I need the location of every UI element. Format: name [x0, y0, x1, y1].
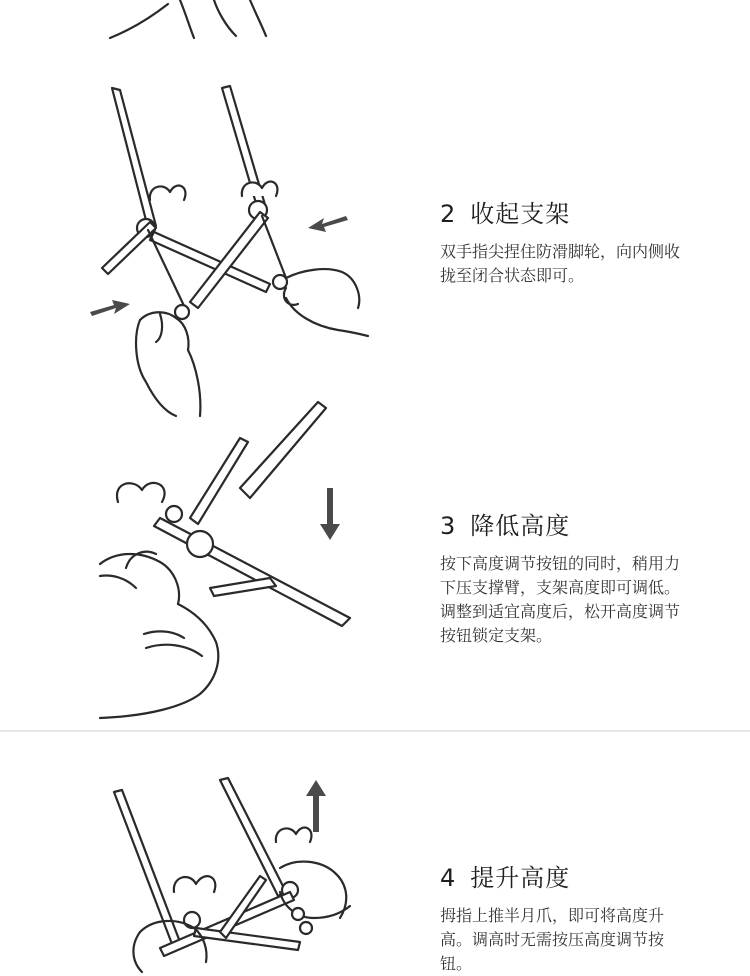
step-2-number: 2	[440, 200, 457, 228]
step-3-heading: 降低高度	[470, 512, 571, 540]
step-4-panel	[0, 732, 750, 973]
step-3-number: 3	[440, 512, 457, 540]
step-4-illustration	[100, 772, 380, 972]
step-3-title	[440, 506, 570, 541]
top-illustration-fragment	[0, 0, 750, 40]
inward-arrow-icon-right	[308, 212, 348, 236]
inward-arrow-icon-left	[90, 296, 130, 320]
down-arrow-icon	[318, 488, 342, 540]
step-2-illustration	[90, 82, 390, 392]
step-2-title	[440, 194, 570, 229]
step-4-heading: 提升高度	[470, 864, 571, 892]
hand-illustration-top	[0, 0, 750, 40]
step-3-illustration	[90, 398, 390, 718]
step-4-number: 4	[440, 864, 457, 892]
step-4-description: 拇指上推半月爪，即可将高度升高。调高时无需按压高度调节按钮。	[440, 906, 665, 973]
step-2-description: 双手指尖捏住防滑脚轮，向内侧收拢至闭合状态即可。	[440, 242, 681, 285]
steps-2-3-panel	[0, 40, 750, 730]
up-arrow-icon	[304, 780, 328, 832]
step-2-heading: 收起支架	[470, 200, 571, 228]
step-3-description: 按下高度调节按钮的同时，稍用力下压支撑臂，支架高度即可调低。调整到适宜高度后，松开高度调节按钮锁定支架。	[440, 554, 681, 645]
step-4-title	[440, 858, 570, 893]
